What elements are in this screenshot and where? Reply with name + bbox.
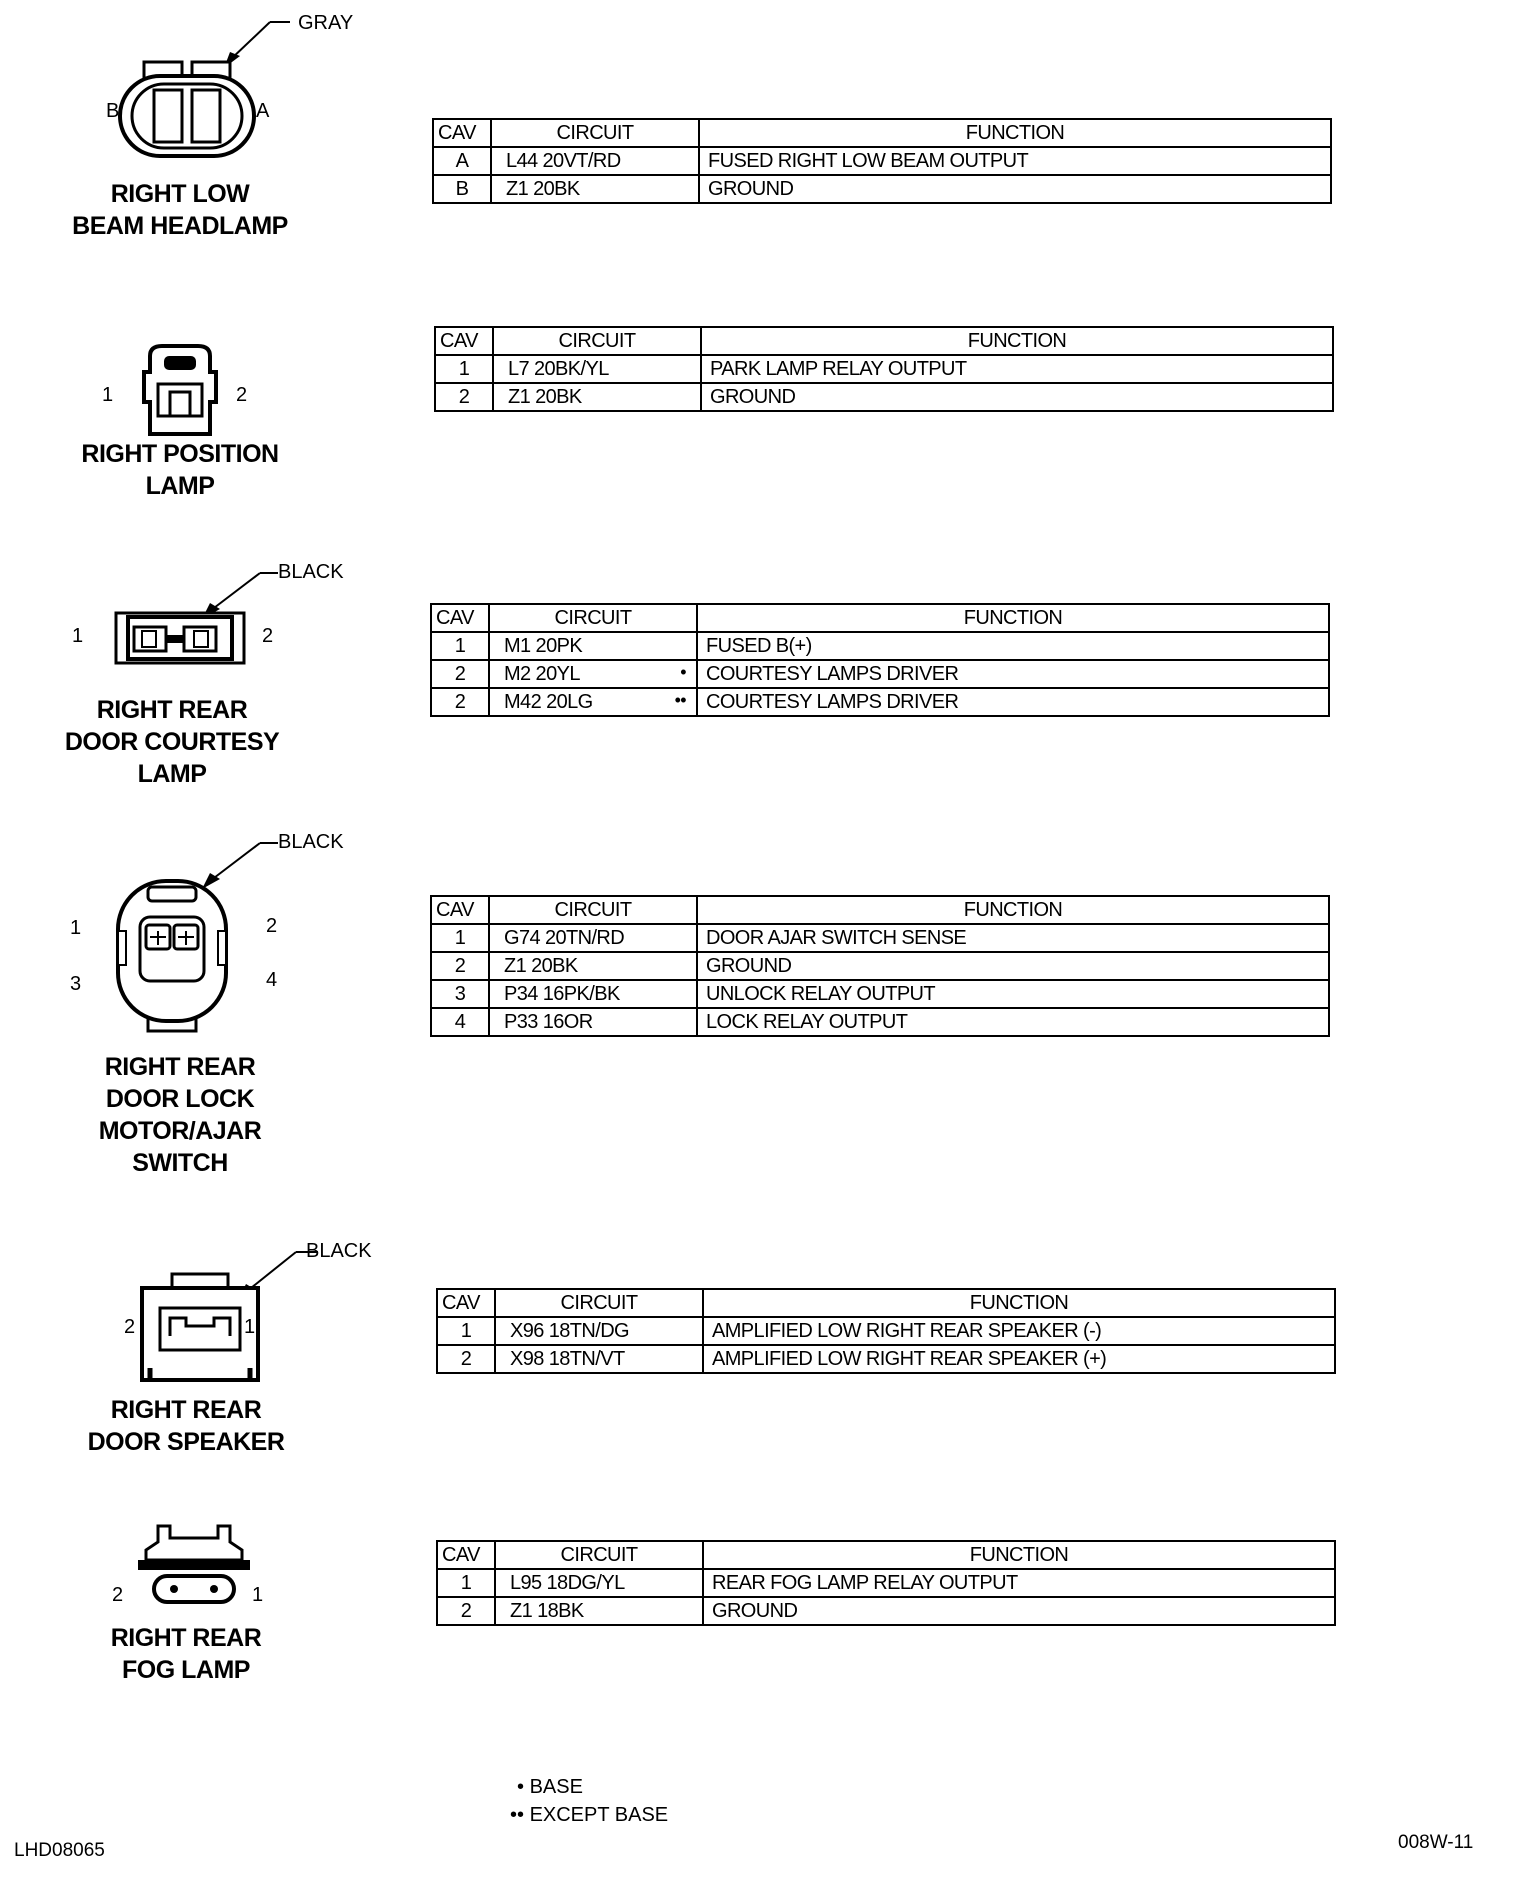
legend-mark: • <box>516 1776 524 1798</box>
header-function: FUNCTION <box>703 1289 1335 1317</box>
circuit-cell <box>493 383 701 411</box>
circuit-text: Z1 20BK <box>508 385 582 408</box>
circuit-cell <box>489 688 697 716</box>
connector-title <box>66 1394 306 1458</box>
title-line: FOG LAMP <box>122 1656 250 1684</box>
cav-cell: 1 <box>435 355 493 383</box>
pin-label: B <box>106 100 120 122</box>
function-cell: FUSED B(+) <box>697 632 1329 660</box>
header-cav: CAV <box>431 896 489 924</box>
title-line: RIGHT REAR <box>104 1053 256 1081</box>
circuit-cell <box>495 1317 703 1345</box>
circuit-text: G74 20TN/RD <box>504 926 625 949</box>
table-row <box>437 1345 1335 1373</box>
header-function: FUNCTION <box>699 119 1331 147</box>
connector-title <box>60 1051 300 1179</box>
legend <box>502 1776 668 1832</box>
header-circuit: CIRCUIT <box>495 1541 703 1569</box>
cavity-table <box>430 895 1330 1037</box>
figure-id-left: LHD08065 <box>14 1840 105 1861</box>
table-header-row <box>433 119 1331 147</box>
header-circuit: CIRCUIT <box>489 604 697 632</box>
circuit-text: L95 18DG/YL <box>510 1571 625 1594</box>
circuit-cell <box>493 355 701 383</box>
function-cell: PARK LAMP RELAY OUTPUT <box>701 355 1333 383</box>
title-line: BEAM HEADLAMP <box>72 212 288 240</box>
pin-label: 1 <box>244 1316 256 1338</box>
table-row <box>431 980 1329 1008</box>
title-line: RIGHT REAR <box>110 1624 262 1652</box>
legend-item <box>502 1776 668 1804</box>
function-cell: COURTESY LAMPS DRIVER <box>697 660 1329 688</box>
title-line: RIGHT REAR <box>110 1396 262 1424</box>
table-row <box>437 1597 1335 1625</box>
connector-color-label: BLACK <box>278 561 344 583</box>
legend-mark: •• <box>509 1804 524 1826</box>
function-cell: GROUND <box>697 952 1329 980</box>
connector-title <box>60 438 300 502</box>
connector-section-4 <box>0 825 1520 1195</box>
fog-lamp-connector-icon <box>130 1520 260 1610</box>
circuit-text: X96 18TN/DG <box>510 1319 630 1342</box>
header-cav: CAV <box>435 327 493 355</box>
function-cell: GROUND <box>699 175 1331 203</box>
circuit-cell <box>495 1597 703 1625</box>
title-line: RIGHT REAR <box>96 696 248 724</box>
header-circuit: CIRCUIT <box>489 896 697 924</box>
legend-item <box>502 1804 668 1832</box>
connector-section-2 <box>0 320 1520 520</box>
header-cav: CAV <box>431 604 489 632</box>
title-line: MOTOR/AJAR <box>98 1117 262 1145</box>
cav-cell: 3 <box>431 980 489 1008</box>
circuit-text: L7 20BK/YL <box>508 357 609 380</box>
function-cell: COURTESY LAMPS DRIVER <box>697 688 1329 716</box>
cav-cell: 2 <box>431 952 489 980</box>
table-row <box>431 1008 1329 1036</box>
table-row <box>431 924 1329 952</box>
circuit-cell <box>489 980 697 1008</box>
circuit-cell <box>489 1008 697 1036</box>
cavity-table <box>432 118 1332 204</box>
variant-mark: • <box>680 662 686 682</box>
header-circuit: CIRCUIT <box>495 1289 703 1317</box>
function-cell: GROUND <box>701 383 1333 411</box>
connector-section-1 <box>0 0 1520 250</box>
position-lamp-connector-icon <box>130 342 230 442</box>
connector-title <box>52 694 292 790</box>
function-cell: AMPLIFIED LOW RIGHT REAR SPEAKER (-) <box>703 1317 1335 1345</box>
header-function: FUNCTION <box>701 327 1333 355</box>
pin-label: 1 <box>252 1584 264 1606</box>
pin-label: 2 <box>112 1584 124 1606</box>
table-header-row <box>437 1541 1335 1569</box>
circuit-text: Z1 20BK <box>506 177 580 200</box>
cav-cell: 2 <box>435 383 493 411</box>
speaker-connector-icon <box>130 1232 330 1382</box>
table-row <box>433 175 1331 203</box>
circuit-text: Z1 18BK <box>510 1599 584 1622</box>
cav-cell: 2 <box>437 1345 495 1373</box>
circuit-text: M1 20PK <box>504 634 583 657</box>
header-cav: CAV <box>437 1289 495 1317</box>
legend-label: BASE <box>529 1776 583 1798</box>
title-line: SWITCH <box>132 1149 228 1177</box>
table-row <box>431 952 1329 980</box>
connector-section-3 <box>0 555 1520 795</box>
cavity-table <box>430 603 1330 717</box>
table-header-row <box>431 896 1329 924</box>
connector-section-6 <box>0 1520 1520 1720</box>
cav-cell: 4 <box>431 1008 489 1036</box>
cavity-table <box>436 1540 1336 1626</box>
title-line: DOOR COURTESY <box>64 728 280 756</box>
cav-cell: 2 <box>431 660 489 688</box>
table-header-row <box>437 1289 1335 1317</box>
circuit-text: M2 20YL <box>504 662 580 685</box>
circuit-cell <box>489 660 697 688</box>
title-line: LAMP <box>145 472 215 500</box>
function-cell: AMPLIFIED LOW RIGHT REAR SPEAKER (+) <box>703 1345 1335 1373</box>
legend-label: EXCEPT BASE <box>529 1804 669 1826</box>
circuit-cell <box>489 924 697 952</box>
table-header-row <box>431 604 1329 632</box>
header-circuit: CIRCUIT <box>493 327 701 355</box>
table-row <box>433 147 1331 175</box>
title-line: RIGHT LOW <box>110 180 250 208</box>
title-line: LAMP <box>137 760 207 788</box>
header-function: FUNCTION <box>703 1541 1335 1569</box>
circuit-cell <box>489 632 697 660</box>
function-cell: DOOR AJAR SWITCH SENSE <box>697 924 1329 952</box>
table-row <box>431 632 1329 660</box>
cav-cell: 1 <box>431 632 489 660</box>
function-cell: UNLOCK RELAY OUTPUT <box>697 980 1329 1008</box>
cav-cell: 2 <box>437 1597 495 1625</box>
circuit-text: P34 16PK/BK <box>504 982 620 1005</box>
table-row <box>435 355 1333 383</box>
circuit-text: X98 18TN/VT <box>510 1347 625 1370</box>
circuit-text: P33 16OR <box>504 1010 593 1033</box>
title-line: DOOR SPEAKER <box>87 1428 285 1456</box>
table-row <box>431 688 1329 716</box>
page-id-right: 008W-11 <box>1398 1832 1474 1853</box>
circuit-cell <box>491 147 699 175</box>
table-row <box>437 1569 1335 1597</box>
table-row <box>431 660 1329 688</box>
cav-cell: 1 <box>431 924 489 952</box>
cavity-table <box>436 1288 1336 1374</box>
cavity-table <box>434 326 1334 412</box>
header-cav: CAV <box>433 119 491 147</box>
circuit-text: Z1 20BK <box>504 954 578 977</box>
cav-cell: 2 <box>431 688 489 716</box>
title-line: DOOR LOCK <box>105 1085 255 1113</box>
pin-label: 2 <box>124 1316 136 1338</box>
connector-section-5 <box>0 1232 1520 1472</box>
connector-title <box>66 1622 306 1686</box>
connector-color-label: BLACK <box>306 1240 372 1262</box>
header-circuit: CIRCUIT <box>491 119 699 147</box>
header-cav: CAV <box>437 1541 495 1569</box>
function-cell: REAR FOG LAMP RELAY OUTPUT <box>703 1569 1335 1597</box>
cav-cell: 1 <box>437 1569 495 1597</box>
connector-color-label: GRAY <box>298 12 354 34</box>
connector-color-label: BLACK <box>278 831 344 853</box>
pin-label: 3 <box>70 973 82 995</box>
function-cell: GROUND <box>703 1597 1335 1625</box>
variant-mark: •• <box>674 690 686 710</box>
pin-label: A <box>256 100 270 122</box>
circuit-cell <box>495 1345 703 1373</box>
pin-label: 2 <box>262 625 274 647</box>
pin-label: 1 <box>70 917 82 939</box>
connector-title <box>60 178 300 242</box>
circuit-cell <box>491 175 699 203</box>
table-row <box>437 1317 1335 1345</box>
function-cell: FUSED RIGHT LOW BEAM OUTPUT <box>699 147 1331 175</box>
headlamp-connector-icon <box>100 10 300 160</box>
pin-label: 1 <box>102 384 114 406</box>
table-header-row <box>435 327 1333 355</box>
circuit-cell <box>495 1569 703 1597</box>
cav-cell: A <box>433 147 491 175</box>
pin-label: 4 <box>266 969 278 991</box>
title-line: RIGHT POSITION <box>81 440 279 468</box>
function-cell: LOCK RELAY OUTPUT <box>697 1008 1329 1036</box>
header-function: FUNCTION <box>697 604 1329 632</box>
table-row <box>435 383 1333 411</box>
pin-label: 1 <box>72 625 84 647</box>
header-function: FUNCTION <box>697 896 1329 924</box>
pin-label: 2 <box>266 915 278 937</box>
circuit-text: L44 20VT/RD <box>506 149 621 172</box>
circuit-text: M42 20LG <box>504 690 593 713</box>
pin-label: 2 <box>236 384 248 406</box>
circuit-cell <box>489 952 697 980</box>
cav-cell: 1 <box>437 1317 495 1345</box>
cav-cell: B <box>433 175 491 203</box>
